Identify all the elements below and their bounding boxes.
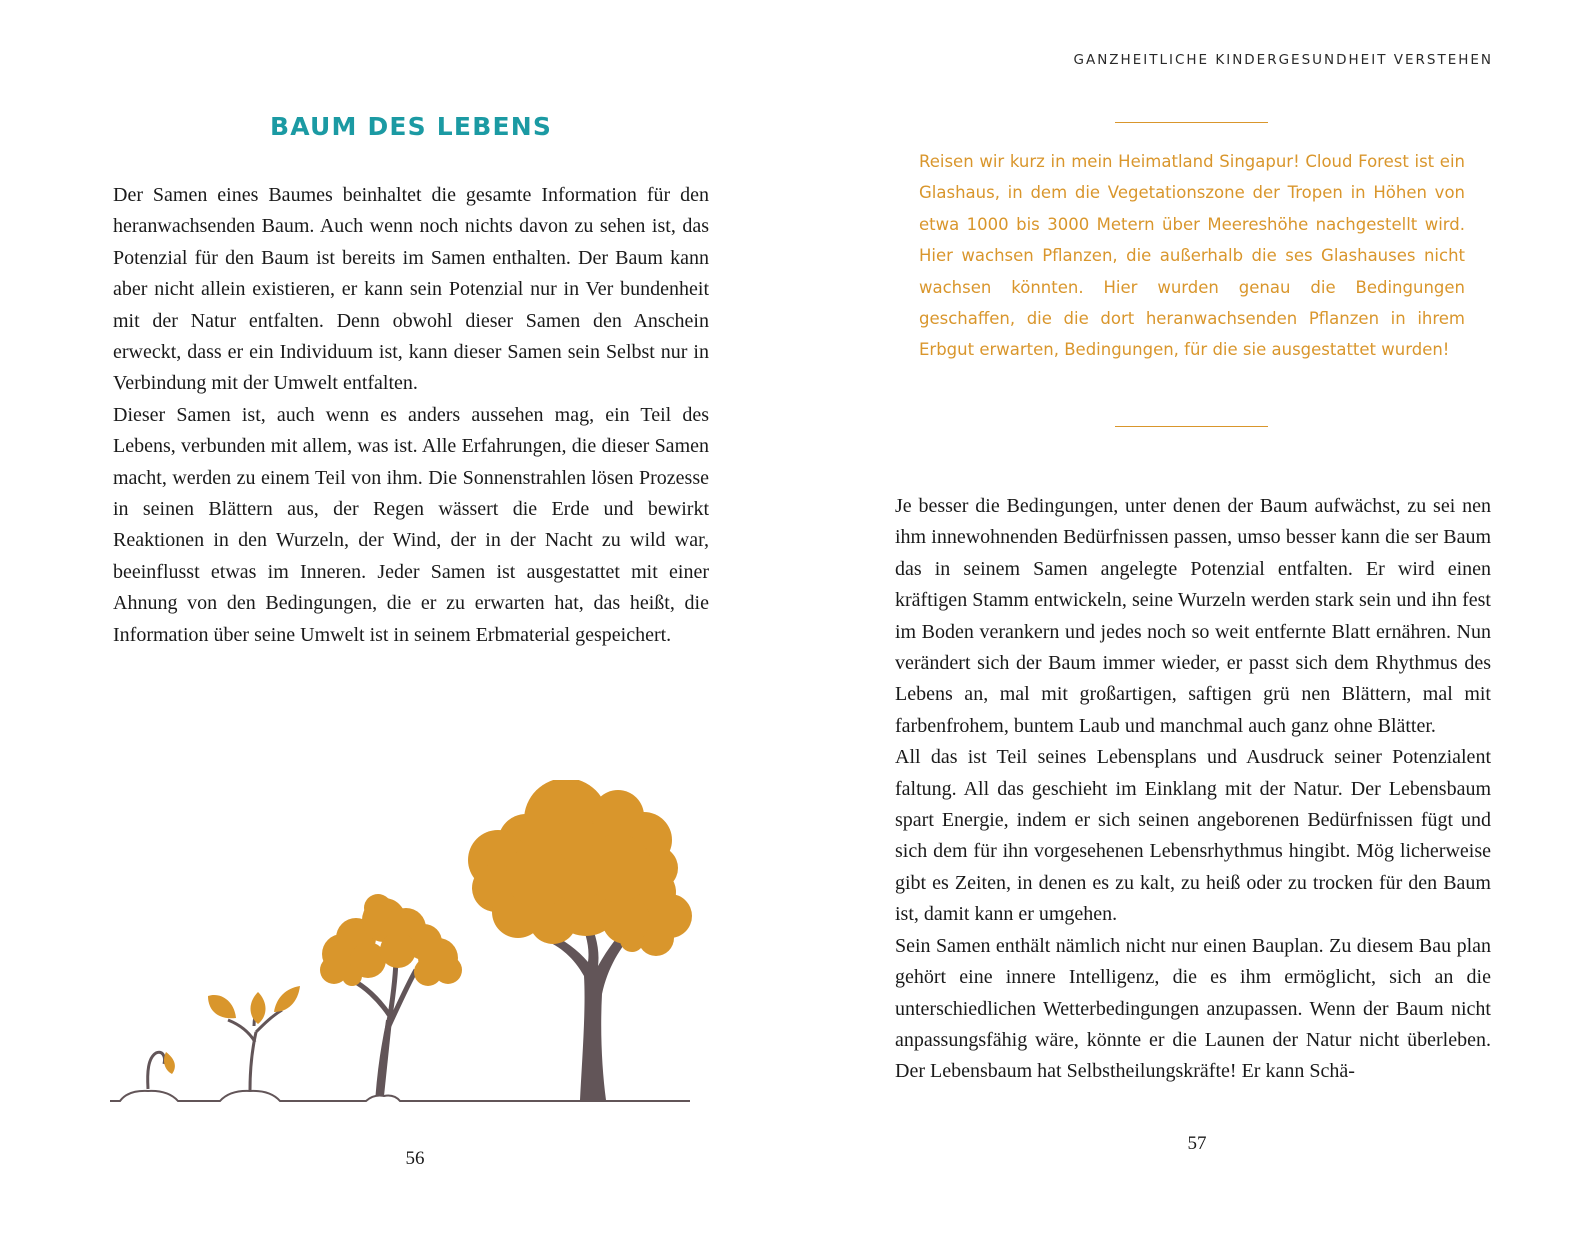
page-number: 57 — [1187, 1133, 1207, 1154]
left-body-text — [113, 180, 709, 651]
text-line: Blatt ernähren. Nun verändert sich der Baum immer wieder, er passt — [895, 620, 1491, 675]
text-line: faltung. All das geschieht im Einklang mit der Natur. Der Lebensbaum — [895, 777, 1491, 800]
text-line: sich dem Rhythmus des Lebens an, mal mit großartigen, saftigen grü — [895, 652, 1491, 706]
callout-line: nachgestellt wird. Hier wachsen Pflanzen, die außerhalb die — [919, 214, 1465, 266]
seedling-icon — [148, 1052, 175, 1089]
text-line: bewirkt Reaktionen in den Wurzeln, der Wind, der in der Nacht zu — [113, 498, 709, 552]
callout-box — [919, 146, 1465, 366]
text-line: gespeichert. — [575, 623, 672, 646]
text-line: kann aber nicht allein existieren, er kann sein Potenzial nur in Ver — [113, 246, 709, 301]
text-line: ser Baum das in seinem Samen angelegte Potenzial entfalten. Er wird — [895, 526, 1492, 580]
text-line: heißt, die Information über seine Umwelt ist in seinem Erbmaterial — [113, 592, 709, 646]
text-line: für den Baum ist, damit kann er umgehen. — [895, 871, 1491, 926]
text-line: licherweise gibt es Zeiten, in denen es zu kalt, zu heiß oder zu trocken — [895, 840, 1492, 894]
text-line: All das ist Teil seines Lebensplans und Ausdruck seiner Potenzialent — [895, 746, 1491, 769]
text-line: plan gehört eine innere Intelligenz, die es ihm ermöglicht, sich an die — [895, 934, 1491, 989]
text-line: heranwachsenden Baum. Auch wenn noch nichts davon zu sehen ist, — [113, 215, 683, 238]
young-tree-icon — [320, 894, 462, 1096]
callout-line: ses Glashauses nicht wachsen könnten. Hier wurden genau — [919, 246, 1466, 297]
sprout-icon — [208, 986, 300, 1090]
callout-line: Reisen wir kurz in mein Heimatland Singapur! Cloud Forest — [919, 152, 1415, 171]
text-line: auch ganz ohne Blätter. — [1248, 714, 1436, 737]
text-line: spart Energie, indem er sich seinen angeborenen Bedürfnissen fügt — [895, 809, 1461, 832]
text-line: überleben. Der Lebensbaum hat Selbstheilungskräfte! Er kann Schä- — [895, 1028, 1491, 1083]
callout-line: die Bedingungen geschaffen, die die dort heranwachsenden — [919, 277, 1465, 329]
tree-growth-illustration — [108, 780, 698, 1110]
running-head: GANZHEITLICHE KINDERGESUNDHEIT VERSTEHEN — [1073, 52, 1493, 68]
callout-rule-bottom — [1115, 426, 1268, 427]
text-line: Selbst nur in Verbindung mit der Umwelt entfalten. — [113, 341, 709, 395]
right-body-text — [895, 491, 1491, 1088]
grown-tree-icon — [468, 780, 692, 1100]
callout-line: ausgestattet wurden! — [1271, 340, 1450, 360]
text-line: und sich dem für ihn vorgesehenen Lebensrhythmus hingibt. Mög — [895, 809, 1491, 863]
text-line: Anschein erweckt, dass er ein Individuum ist, kann dieser Samen sein — [113, 309, 709, 364]
text-line: wild war, beeinflusst etwas im Inneren. Jeder Samen ist ausgestattet — [113, 529, 709, 583]
text-line: Je besser die Bedingungen, unter denen der Baum aufwächst, zu sei — [895, 495, 1456, 517]
callout-line: Pflanzen in ihrem Erbgut erwarten, Bedingungen, für die sie — [919, 309, 1466, 360]
text-line: nen Blättern, mal mit farbenfrohem, buntem Laub und manchmal — [895, 683, 1491, 737]
text-line: lösen Prozesse in seinen Blättern aus, der Regen wässert die Erde und — [113, 466, 709, 521]
text-line: nen ihm innewohnenden Bedürfnissen passen, umso besser kann die — [895, 495, 1491, 549]
text-line: nicht anpassungsfähig wäre, könnte er die Launen der Natur nicht — [895, 997, 1491, 1051]
callout-line: Höhen von etwa 1000 bis 3000 Metern über Meereshöhe — [919, 183, 1465, 234]
callout-rule-top — [1115, 122, 1268, 123]
right-page — [797, 0, 1594, 1240]
text-line: das Potenzial für den Baum ist bereits im Samen enthalten. Der Baum — [113, 215, 709, 269]
chapter-title: BAUM DES LEBENS — [269, 112, 553, 141]
page-number: 56 — [405, 1148, 425, 1169]
text-line: einen kräftigen Stamm entwickeln, seine Wurzeln werden stark sein — [895, 557, 1491, 612]
text-line: Dieser Samen ist, auch wenn es anders aussehen mag, ein Teil des — [113, 403, 709, 426]
text-line: Der Samen eines Baumes beinhaltet die gesamte Information für den — [113, 184, 709, 206]
text-line: Samen macht, werden zu einem Teil von ihm. Die Sonnenstrahlen — [113, 435, 709, 489]
text-line: bundenheit mit der Natur entfalten. Denn obwohl dieser Samen den — [113, 278, 710, 332]
text-line: Sein Samen enthält nämlich nicht nur einen Bauplan. Zu diesem Bau — [895, 934, 1452, 957]
text-line: mit einer Ahnung von den Bedingungen, die er zu erwarten hat, das — [113, 560, 710, 615]
text-line: und ihn fest im Boden verankern und jedes noch so weit entfernte — [895, 589, 1491, 643]
text-line: Lebens, verbunden mit allem, was ist. Alle Erfahrungen, die dieser — [113, 435, 655, 458]
callout-line: ist ein Glashaus, in dem die Vegetationszone der Tropen in — [919, 152, 1466, 203]
text-line: unterschiedlichen Wetterbedingungen anzupassen. Wenn der Baum — [895, 997, 1451, 1020]
